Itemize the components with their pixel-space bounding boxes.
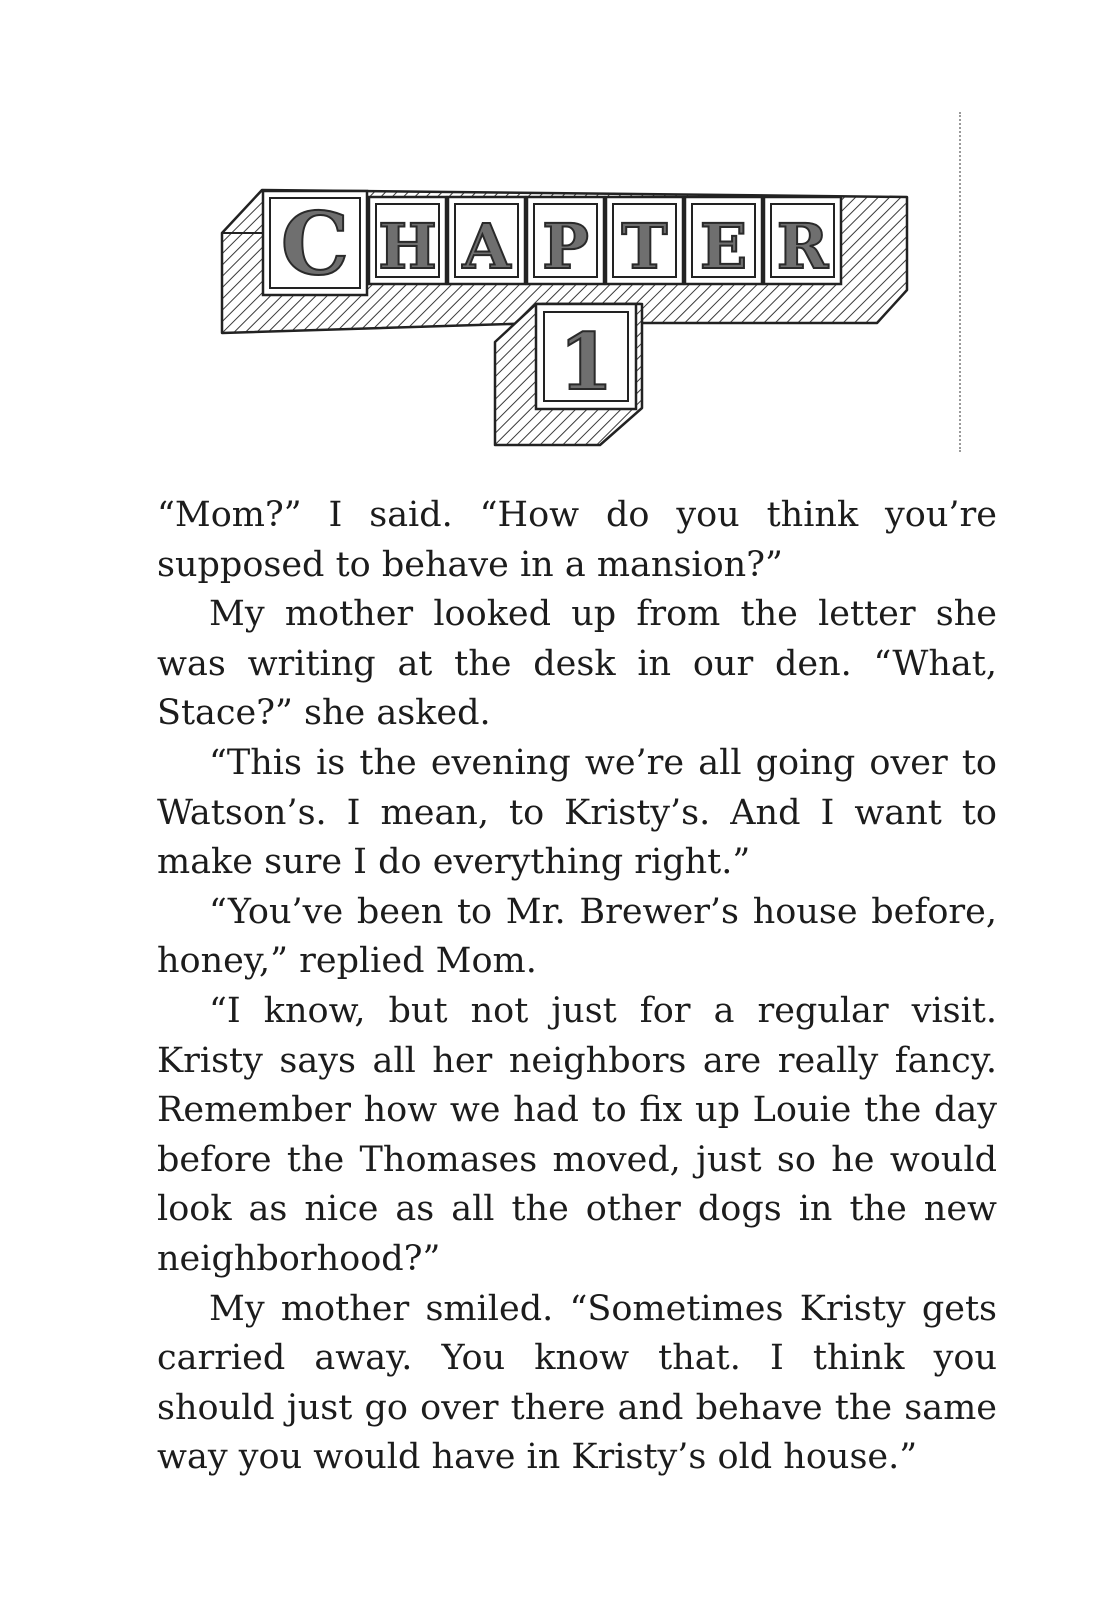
chapter-letter: A <box>462 210 511 283</box>
letter-block <box>263 191 367 295</box>
paragraph: “You’ve been to Mr. Brewer’s house before, honey,” replied Mom. <box>157 891 997 982</box>
chapter-letter: H <box>378 210 437 283</box>
letter-block <box>369 197 446 284</box>
chapter-number: 1 <box>558 317 614 408</box>
paragraph: “Mom?” I said. “How do you think you’re supposed to behave in a mansion?” <box>157 495 997 585</box>
chapter-letter: C <box>280 194 350 295</box>
letter-block <box>764 197 841 284</box>
paragraph: My mother looked up from the letter she was writing at the desk in our den. “What, Stace?” she asked. <box>157 594 997 734</box>
chapter-letter: T <box>621 210 668 283</box>
paragraph: My mother smiled. “Sometimes Kristy gets carried away. You know that. I think you should just go over there and behave the same way you would have in Kristy’s old house.” <box>157 1288 997 1478</box>
letter-block <box>527 197 604 284</box>
paragraph: “I know, but not just for a regular visit. Kristy says all her neighbors are really fancy. Remember how we had to fix up Louie the day before the Thomases moved, just so he would look as nice as all the other dogs in the new neighborhood?” <box>157 990 997 1279</box>
paragraph: “This is the evening we’re all going over to Watson’s. I mean, to Kristy’s. And I want to make sure I do everything right.” <box>157 742 997 883</box>
letter-block <box>448 197 525 284</box>
chapter-letter: E <box>699 210 748 283</box>
chapter-letter-blocks <box>263 191 841 295</box>
body-text <box>157 491 997 1483</box>
chapter-letter: P <box>542 210 589 283</box>
chapter-heading <box>0 0 1101 470</box>
chapter-letter: R <box>776 210 829 283</box>
letter-block <box>685 197 762 284</box>
letter-block <box>606 197 683 284</box>
chapter-number-block <box>536 304 636 409</box>
